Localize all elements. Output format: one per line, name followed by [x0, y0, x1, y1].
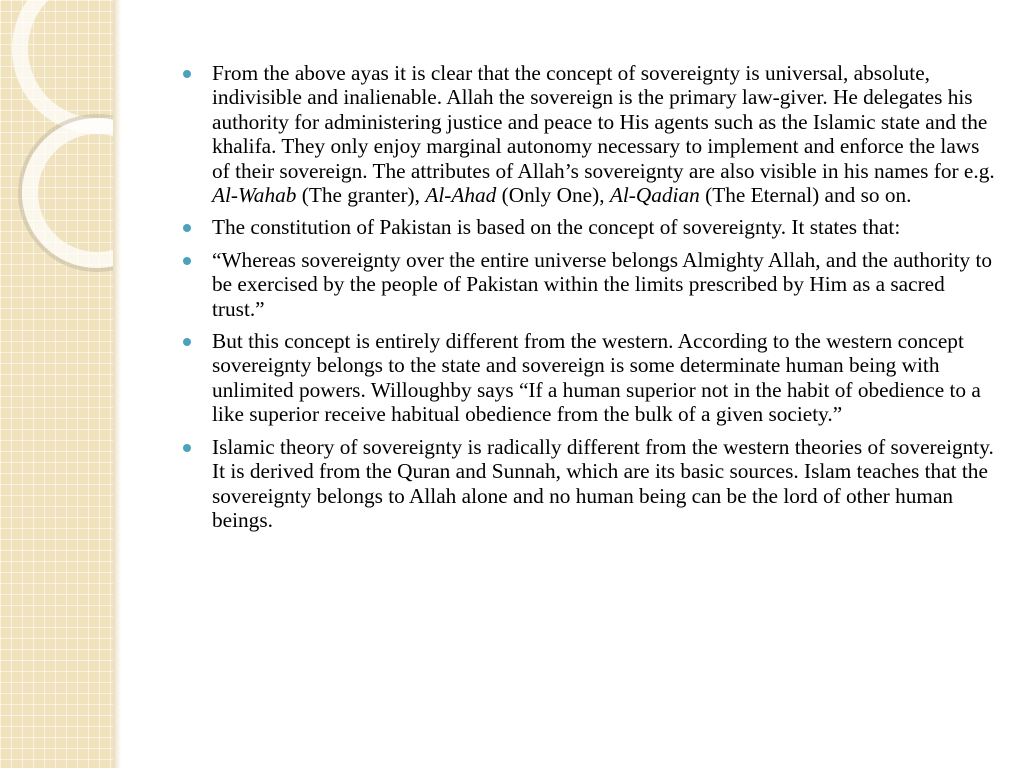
bullet-dot-icon: [183, 444, 191, 452]
divine-name-italic: Al-Wahab: [212, 183, 297, 208]
bullet-text: (Only One),: [496, 183, 610, 208]
decorative-side-panel: [0, 0, 113, 768]
bullet-item: [180, 61, 995, 207]
bullet-item: [180, 248, 995, 321]
divine-name-italic: Al-Ahad: [425, 183, 497, 208]
bullet-text: “Whereas sovereignty over the entire universe belongs Almighty Allah, and the authority to be exercised by the people of Pakistan within the limits prescribed by Him as a sacred trust.”: [212, 247, 993, 321]
bullet-item: [180, 435, 995, 533]
bullet-dot-icon: [183, 224, 191, 232]
decorative-ring-middle: [22, 118, 113, 268]
bullet-text: The constitution of Pakistan is based on the concept of sovereignty. It states that:: [212, 215, 901, 240]
bullet-dot-icon: [183, 70, 191, 78]
bullet-text: From the above ayas it is clear that the concept of sovereignty is universal, absolute, indivisible and inalienable. Allah the sovereign is the primary law-giver. He delegates his authority for administering justice and peace to His agents such as the Islamic state and the khalifa. They only enjoy marginal autonomy necessary to implement and enforce the laws of their sovereign. The attributes of Allah’s sovereignty are also visible in his names for e.g.: [212, 61, 995, 183]
divine-name-italic: Al-Qadian: [609, 183, 700, 208]
bullet-text: Islamic theory of sovereignty is radically different from the western theories of sovereignty. It is derived from the Quran and Sunnah, which are its basic sources. Islam teaches that the sovereignty belongs to Allah alone and no human being can be the lord of other human beings.: [212, 434, 994, 532]
slide-body: [180, 61, 995, 540]
bullet-text: (The Eternal) and so on.: [699, 183, 912, 208]
bullet-dot-icon: [183, 338, 191, 346]
bullet-dot-icon: [183, 257, 191, 265]
bullet-item: [180, 329, 995, 427]
bullet-text: (The granter),: [296, 183, 426, 208]
bullet-item: [180, 215, 995, 239]
side-panel-edge: [113, 0, 121, 768]
bullet-text: But this concept is entirely different from the western. According to the western concept sovereignty belongs to the state and sovereign is some determinate human being with unlimited powers. Willoughby says “If a human superior not in the habit of obedience to a like superior receive habitual obedience from the bulk of a given society.”: [212, 329, 981, 427]
bullet-list: [180, 61, 995, 532]
